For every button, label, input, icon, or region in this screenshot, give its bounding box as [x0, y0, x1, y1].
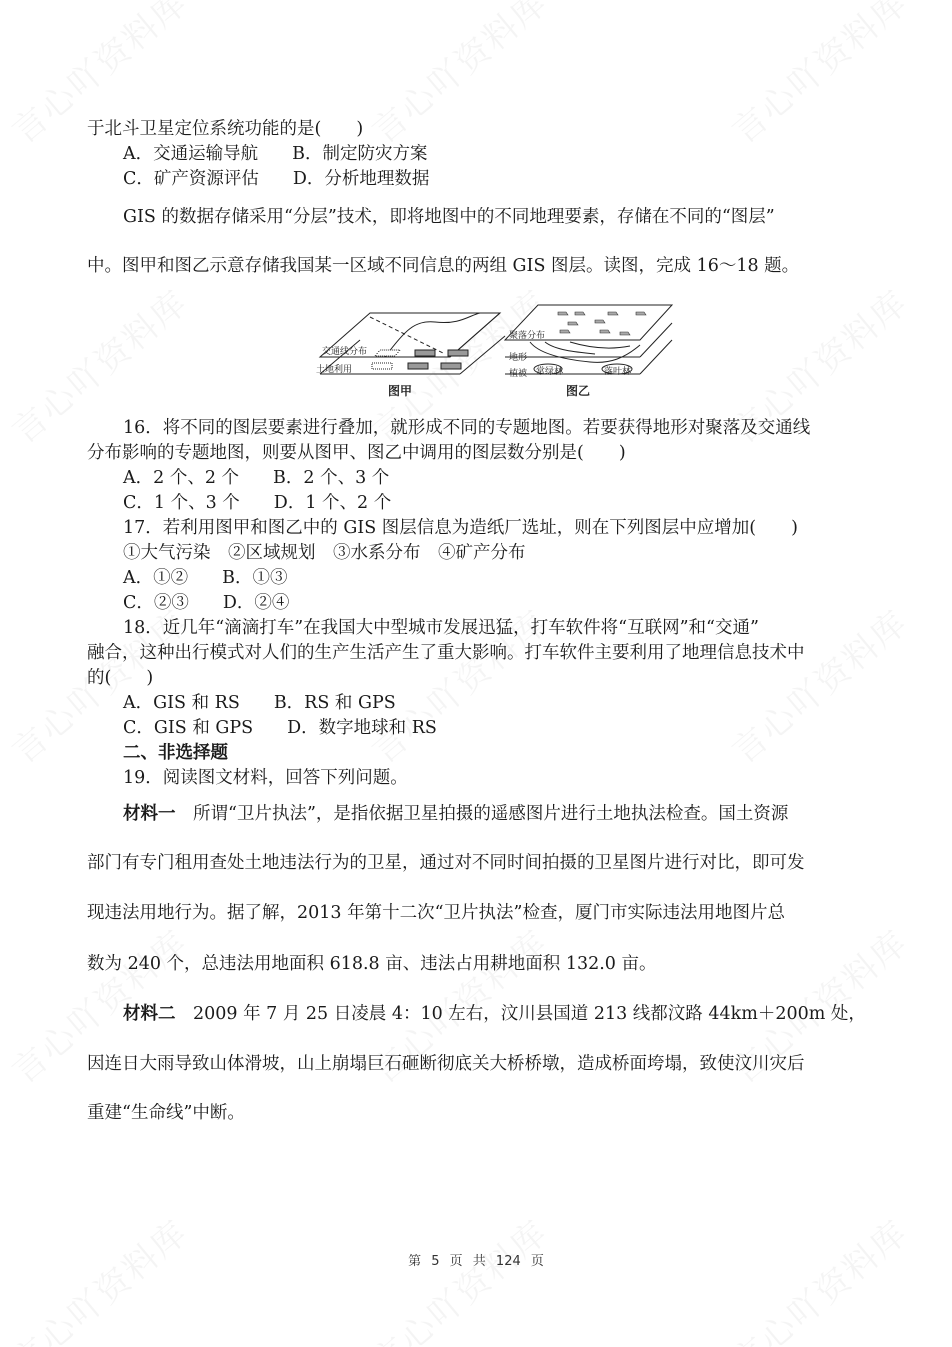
watermark: [0, 1206, 196, 1347]
options-row: [123, 591, 289, 615]
watermark: [720, 1206, 917, 1347]
option-c: C．矿产资源评估: [123, 169, 259, 189]
option-a: A．2 个、2 个: [123, 468, 240, 488]
option-d: D．②④: [222, 593, 290, 613]
option-d: D．分析地理数据: [292, 169, 430, 189]
option-c: C．1 个、3 个: [123, 493, 240, 513]
intro-paragraph-line: 中。图甲和图乙示意存储我国某一区域不同信息的两组 GIS 图层。读图，完成 16～18 题。: [87, 256, 800, 276]
options-row: [123, 566, 288, 590]
option-b: B．RS 和 GPS: [273, 693, 396, 713]
material-2-line: 重建“生命线”中断。: [87, 1103, 245, 1123]
watermark: [360, 1206, 557, 1347]
question-17-items: ①大气污染 ②区域规划 ③水系分布 ④矿产分布: [123, 543, 526, 563]
material-2-line: [123, 1002, 866, 1026]
options-row: [123, 142, 428, 166]
watermark: [360, 0, 557, 153]
question-16-stem: 分布影响的专题地图，则要从图甲、图乙中调用的图层数分别是( ): [87, 443, 626, 463]
option-a: A．交通运输导航: [123, 144, 259, 164]
material-2-label: 材料二: [123, 1004, 176, 1024]
option-d: D．数字地球和 RS: [287, 718, 437, 738]
question-18-stem: 的( ): [87, 668, 154, 688]
question-19-stem: 19．阅读图文材料，回答下列问题。: [123, 768, 408, 788]
material-2-line: 因连日大雨导致山体滑坡，山上崩塌巨石砸断彻底关大桥桥墩，造成桥面垮塌，致使汶川灾后: [87, 1054, 805, 1074]
material-1-line: 数为 240 个，总违法用地面积 618.8 亩、违法占用耕地面积 132.0 亩。: [87, 954, 657, 974]
material-1-label: 材料一: [123, 804, 176, 824]
layer-label-transport: 交通线分布: [322, 347, 368, 357]
options-row: [123, 491, 391, 515]
question-16-stem: 16．将不同的图层要素进行叠加，就形成不同的专题地图。若要获得地形对聚落及交通线: [123, 418, 811, 438]
option-b: B．制定防灾方案: [292, 144, 428, 164]
page-number: 第 5 页 共 124 页: [408, 1254, 544, 1269]
options-row: [123, 466, 389, 490]
question-18-stem: 融合，这种出行模式对人们的生产生活产生了重大影响。打车软件主要利用了地理信息技术中: [87, 643, 805, 663]
option-b: B．①③: [222, 568, 288, 588]
figure-caption-yi: 图乙: [566, 384, 591, 398]
intro-paragraph-line: GIS 的数据存储采用“分层”技术，即将地图中的不同地理要素，存储在不同的“图层”: [123, 207, 775, 227]
option-a: A．①②: [123, 568, 189, 588]
option-b: B．2 个、3 个: [273, 468, 390, 488]
layer-label-land-use: 土地利用: [316, 365, 353, 375]
material-1-text: 所谓“卫片执法”，是指依据卫星拍摄的遥感图片进行土地执法检查。国土资源: [193, 804, 789, 824]
question-18-stem: 18．近几年“滴滴打车”在我国大中型城市发展迅猛，打车软件将“互联网”和“交通”: [123, 618, 759, 638]
vegetation-evergreen: 常绿林: [536, 367, 564, 377]
watermark: [720, 0, 917, 153]
layer-label-settlement: 聚落分布: [509, 331, 546, 341]
option-c: C．②③: [123, 593, 189, 613]
option-a: A．GIS 和 RS: [123, 693, 240, 713]
vegetation-deciduous: 落叶林: [604, 367, 632, 377]
material-1-line: [123, 802, 788, 826]
material-1-line: 部门有专门租用查处土地违法行为的卫星，通过对不同时间拍摄的卫星图片进行对比，即可发: [87, 853, 805, 873]
material-1-line: 现违法用地行为。据了解，2013 年第十二次“卫片执法”检查，厦门市实际违法用地图片总: [87, 903, 785, 923]
layer-label-vegetation: 植被: [509, 369, 528, 379]
option-d: D．1 个、2 个: [273, 493, 392, 513]
figure-caption-jia: 图甲: [388, 384, 413, 398]
question-stem: 于北斗卫星定位系统功能的是( ): [87, 119, 364, 139]
question-17-stem: 17．若利用图甲和图乙中的 GIS 图层信息为造纸厂选址，则在下列图层中应增加( ): [123, 518, 798, 538]
section-title: 二、非选择题: [123, 743, 228, 763]
options-row: [123, 691, 396, 715]
options-row: [123, 167, 429, 191]
option-c: C．GIS 和 GPS: [123, 718, 254, 738]
material-2-text: 2009 年 7 月 25 日凌晨 4：10 左右，汶川县国道 213 线都汶路 44km＋200m 处，: [193, 1004, 866, 1024]
gis-layers-figure: [310, 300, 680, 400]
options-row: [123, 716, 437, 740]
layer-label-terrain: 地形: [509, 353, 528, 363]
